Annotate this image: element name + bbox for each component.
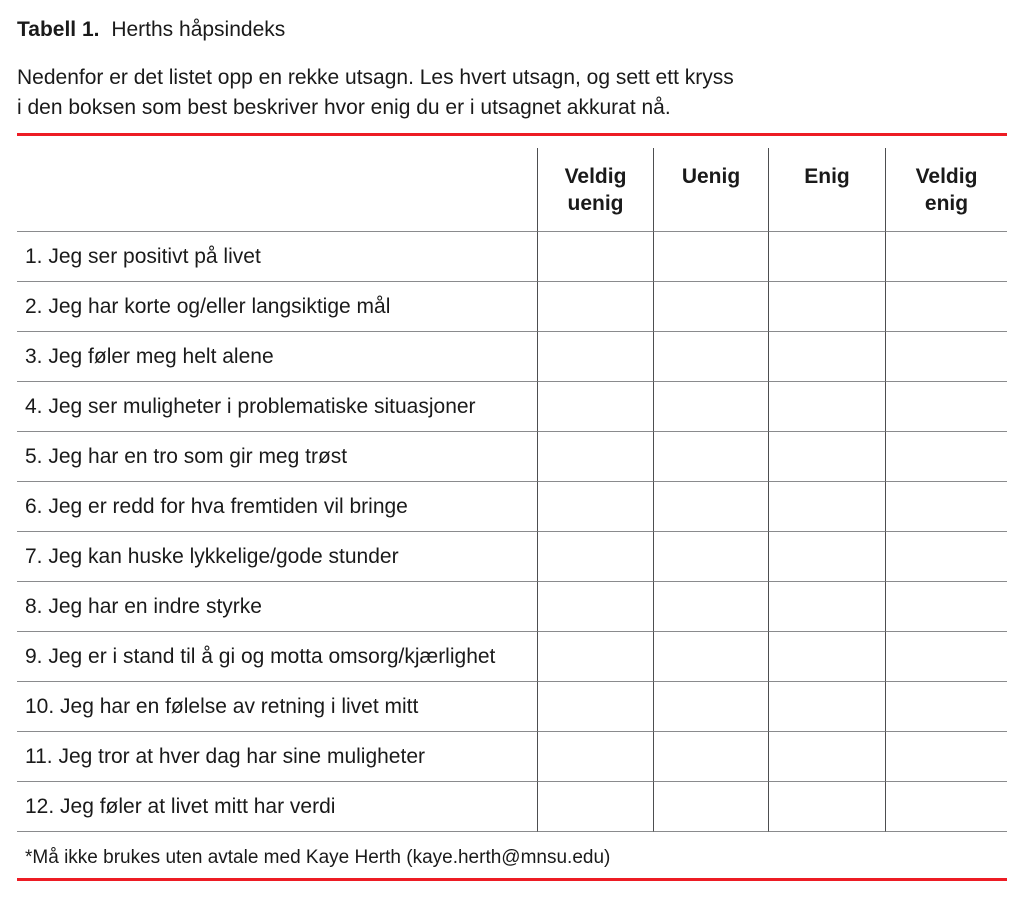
column-header-uenig: Uenig bbox=[653, 148, 768, 232]
answer-box[interactable] bbox=[537, 682, 653, 732]
statement-cell: 12. Jeg føler at livet mitt har verdi bbox=[17, 782, 537, 832]
statement-cell: 3. Jeg føler meg helt alene bbox=[17, 332, 537, 382]
answer-box[interactable] bbox=[768, 632, 885, 682]
statement-cell: 10. Jeg har en følelse av retning i livet mitt bbox=[17, 682, 537, 732]
bottom-red-rule bbox=[17, 878, 1007, 881]
answer-box[interactable] bbox=[885, 282, 1007, 332]
answer-box[interactable] bbox=[885, 632, 1007, 682]
answer-box[interactable] bbox=[885, 732, 1007, 782]
statement-cell: 4. Jeg ser muligheter i problematiske situasjoner bbox=[17, 382, 537, 432]
answer-box[interactable] bbox=[885, 432, 1007, 482]
intro-line-2: i den boksen som best beskriver hvor enig du er i utsagnet akkurat nå. bbox=[17, 96, 671, 119]
answer-box[interactable] bbox=[537, 632, 653, 682]
answer-box[interactable] bbox=[768, 232, 885, 282]
answer-box[interactable] bbox=[537, 282, 653, 332]
answer-box[interactable] bbox=[537, 432, 653, 482]
answer-box[interactable] bbox=[653, 682, 768, 732]
statement-cell: 5. Jeg har en tro som gir meg trøst bbox=[17, 432, 537, 482]
answer-box[interactable] bbox=[768, 482, 885, 532]
answer-box[interactable] bbox=[768, 382, 885, 432]
answer-box[interactable] bbox=[885, 582, 1007, 632]
answer-box[interactable] bbox=[885, 482, 1007, 532]
header-stub-cell bbox=[17, 148, 537, 232]
answer-box[interactable] bbox=[885, 382, 1007, 432]
answer-box[interactable] bbox=[768, 432, 885, 482]
answer-box[interactable] bbox=[537, 332, 653, 382]
intro-text bbox=[17, 63, 1007, 123]
statement-cell: 7. Jeg kan huske lykkelige/gode stunder bbox=[17, 532, 537, 582]
column-header-veldig-enig: Veldig enig bbox=[885, 148, 1007, 232]
answer-box[interactable] bbox=[537, 582, 653, 632]
answer-box[interactable] bbox=[768, 532, 885, 582]
top-red-rule bbox=[17, 133, 1007, 136]
statement-cell: 1. Jeg ser positivt på livet bbox=[17, 232, 537, 282]
answer-box[interactable] bbox=[537, 782, 653, 832]
answer-box[interactable] bbox=[885, 532, 1007, 582]
column-header-enig: Enig bbox=[768, 148, 885, 232]
answer-box[interactable] bbox=[885, 332, 1007, 382]
hope-index-table bbox=[17, 148, 1007, 832]
answer-box[interactable] bbox=[768, 682, 885, 732]
answer-box[interactable] bbox=[653, 532, 768, 582]
answer-box[interactable] bbox=[653, 382, 768, 432]
answer-box[interactable] bbox=[653, 332, 768, 382]
statement-cell: 9. Jeg er i stand til å gi og motta omsorg/kjærlighet bbox=[17, 632, 537, 682]
answer-box[interactable] bbox=[768, 582, 885, 632]
answer-box[interactable] bbox=[537, 232, 653, 282]
answer-box[interactable] bbox=[653, 432, 768, 482]
statement-cell: 11. Jeg tror at hver dag har sine muligheter bbox=[17, 732, 537, 782]
statement-cell: 8. Jeg har en indre styrke bbox=[17, 582, 537, 632]
table-title-number: Tabell 1. bbox=[17, 18, 100, 41]
column-header-veldig-uenig: Veldig uenig bbox=[537, 148, 653, 232]
answer-box[interactable] bbox=[653, 482, 768, 532]
statement-cell: 2. Jeg har korte og/eller langsiktige mål bbox=[17, 282, 537, 332]
answer-box[interactable] bbox=[768, 332, 885, 382]
answer-box[interactable] bbox=[653, 732, 768, 782]
answer-box[interactable] bbox=[885, 782, 1007, 832]
answer-box[interactable] bbox=[537, 732, 653, 782]
table-title-text: Herths håpsindeks bbox=[111, 18, 286, 41]
answer-box[interactable] bbox=[768, 282, 885, 332]
table-title bbox=[17, 17, 1007, 42]
answer-box[interactable] bbox=[653, 582, 768, 632]
statement-cell: 6. Jeg er redd for hva fremtiden vil bringe bbox=[17, 482, 537, 532]
answer-box[interactable] bbox=[653, 282, 768, 332]
answer-box[interactable] bbox=[537, 382, 653, 432]
answer-box[interactable] bbox=[768, 782, 885, 832]
answer-box[interactable] bbox=[768, 732, 885, 782]
answer-box[interactable] bbox=[885, 232, 1007, 282]
answer-box[interactable] bbox=[885, 682, 1007, 732]
answer-box[interactable] bbox=[537, 482, 653, 532]
answer-box[interactable] bbox=[653, 232, 768, 282]
answer-box[interactable] bbox=[653, 632, 768, 682]
answer-box[interactable] bbox=[537, 532, 653, 582]
answer-box[interactable] bbox=[653, 782, 768, 832]
intro-line-1: Nedenfor er det listet opp en rekke utsagn. Les hvert utsagn, og sett ett kryss bbox=[17, 66, 734, 89]
footnote: *Må ikke brukes uten avtale med Kaye Herth (kaye.herth@mnsu.edu) bbox=[25, 847, 611, 868]
